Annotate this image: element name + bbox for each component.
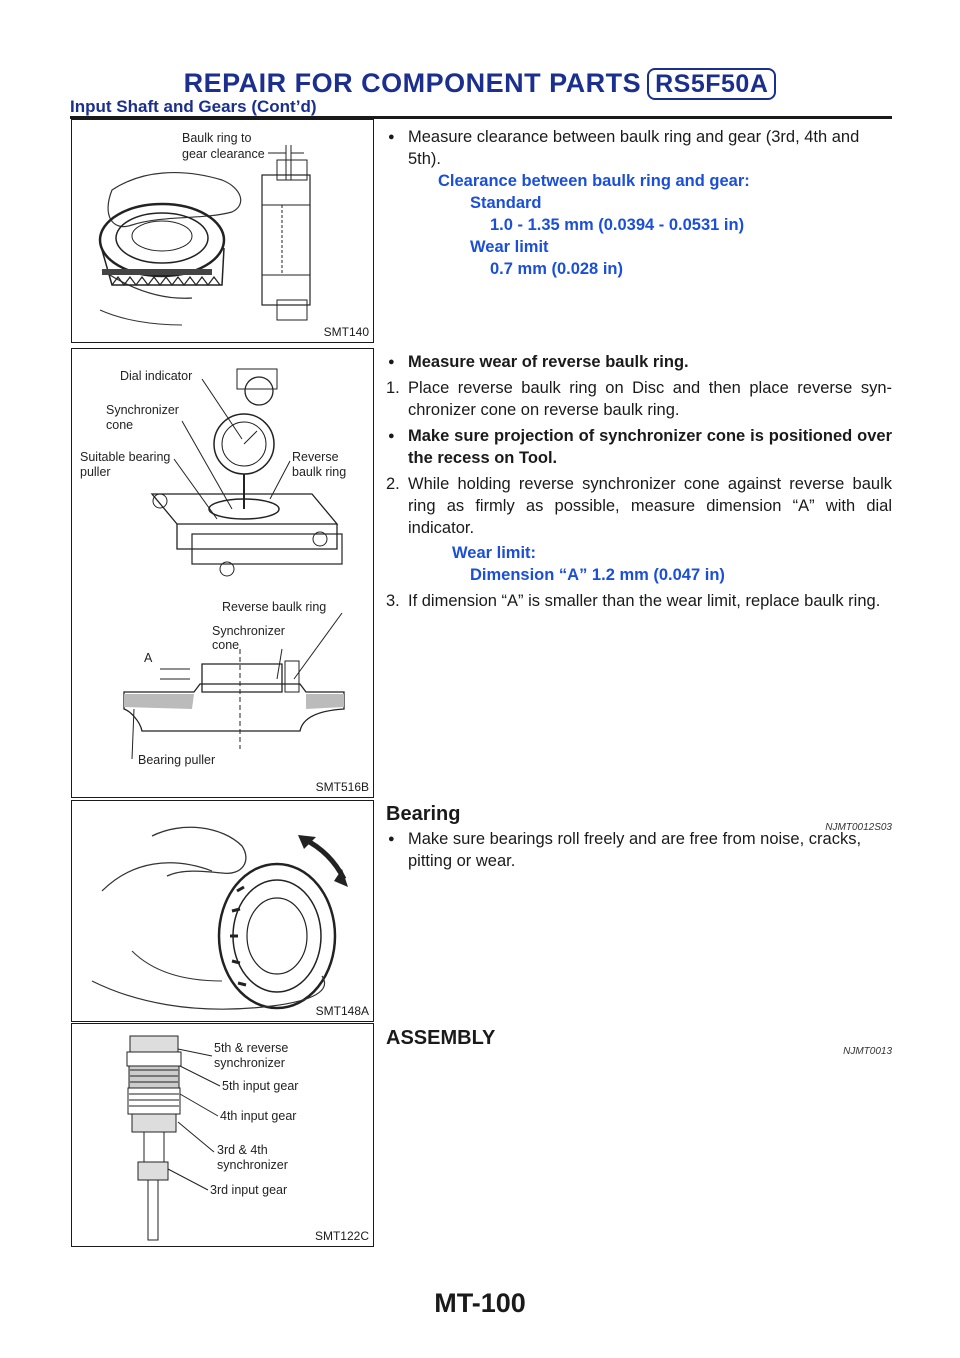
figure-label: Synchronizer <box>106 403 179 417</box>
projection-instruction: ● Make sure projection of synchronizer cone is positioned over the recess on Tool. <box>386 425 892 469</box>
illustration-input-shaft-gears <box>72 1024 373 1246</box>
figure-label: 5th input gear <box>222 1079 299 1093</box>
figure-label: puller <box>80 465 111 479</box>
figure-baulk-ring-clearance <box>71 119 374 343</box>
bearing-instruction: ● Make sure bearings roll freely and are free from noise, cracks, pitting or wear. <box>386 828 892 872</box>
clearance-wear-value: 0.7 mm (0.028 in) <box>490 260 623 278</box>
figure-label: Reverse baulk ring <box>222 600 327 614</box>
figure-id: SMT148A <box>315 1004 369 1018</box>
figure-reverse-baulk-ring <box>71 348 374 798</box>
step-number: 1. <box>386 379 400 397</box>
figure-label: A <box>144 651 153 665</box>
figure-label: 3rd input gear <box>210 1183 288 1197</box>
section-title: REPAIR FOR COMPONENT PARTS <box>183 68 642 98</box>
step-2 <box>386 473 892 539</box>
figure-label: 5th & reverse <box>214 1041 289 1055</box>
bearing-code: NJMT0012S03 <box>825 822 892 833</box>
step-number: 2. <box>386 475 400 493</box>
step-text: Place reverse baulk ring on Disc and then place reverse syn-chronizer cone on reverse baulk ring. <box>408 379 892 419</box>
figure-label: Reverse <box>292 450 339 464</box>
clearance-section <box>386 126 892 280</box>
page-header-title <box>0 68 960 100</box>
bearing-title: Bearing <box>386 803 461 825</box>
clearance-instruction: ● Measure clearance between baulk ring and gear (3rd, 4th and 5th). <box>386 126 892 170</box>
figure-label: Baulk ring to <box>182 131 252 145</box>
figure-label: 4th input gear <box>220 1109 297 1123</box>
figure-bearing <box>71 800 374 1022</box>
reverse-spec-title: Wear limit: <box>452 544 537 562</box>
step-text: If dimension “A” is smaller than the wear limit, replace baulk ring. <box>408 592 881 610</box>
figure-id: SMT122C <box>314 1229 369 1243</box>
figure-label: synchronizer <box>217 1158 288 1172</box>
figure-label: synchronizer <box>214 1056 285 1070</box>
clearance-spec-title: Clearance between baulk ring and gear: <box>438 172 750 190</box>
figure-label: Synchronizer <box>212 624 285 638</box>
assembly-section <box>386 1027 892 1057</box>
page-subtitle: Input Shaft and Gears (Cont’d) <box>70 97 317 116</box>
illustration-bearing-in-hand <box>72 801 373 1021</box>
clearance-standard-label: Standard <box>470 194 542 212</box>
figure-input-shaft-assembly <box>71 1023 374 1247</box>
figure-label: Dial indicator <box>120 369 193 383</box>
figure-label: baulk ring <box>292 465 347 479</box>
step-text: While holding reverse synchronizer cone against reverse baulk ring as firmly as possible, measure dimension “A” with dial indicator. <box>408 475 892 537</box>
clearance-standard-value: 1.0 - 1.35 mm (0.0394 - 0.0531 in) <box>490 216 745 234</box>
figure-label: cone <box>106 418 134 432</box>
reverse-baulk-ring-section <box>386 351 892 612</box>
figure-id: SMT516B <box>315 780 369 794</box>
step-1 <box>386 377 892 421</box>
figure-label: gear clearance <box>182 147 265 161</box>
model-badge: RS5F50A <box>647 68 776 100</box>
assembly-heading <box>386 1027 892 1057</box>
figure-id: SMT140 <box>323 325 369 339</box>
figure-label: Suitable bearing <box>80 450 171 464</box>
bearing-section <box>386 803 892 872</box>
illustration-dial-indicator-setup <box>72 349 373 797</box>
figure-label: cone <box>212 638 240 652</box>
clearance-wear-label: Wear limit <box>470 238 549 256</box>
reverse-wear-instruction: ● Measure wear of reverse baulk ring. <box>386 351 892 373</box>
figure-label: 3rd & 4th <box>217 1143 268 1157</box>
assembly-title: ASSEMBLY <box>386 1027 496 1049</box>
reverse-spec-value: Dimension “A” 1.2 mm (0.047 in) <box>470 566 725 584</box>
step-3 <box>386 590 892 612</box>
page-number: MT-100 <box>434 1288 526 1318</box>
step-number: 3. <box>386 592 400 610</box>
bearing-heading <box>386 803 892 833</box>
assembly-code: NJMT0013 <box>843 1046 892 1057</box>
figure-label: Bearing puller <box>138 753 216 767</box>
illustration-baulk-ring-gear <box>72 120 373 342</box>
